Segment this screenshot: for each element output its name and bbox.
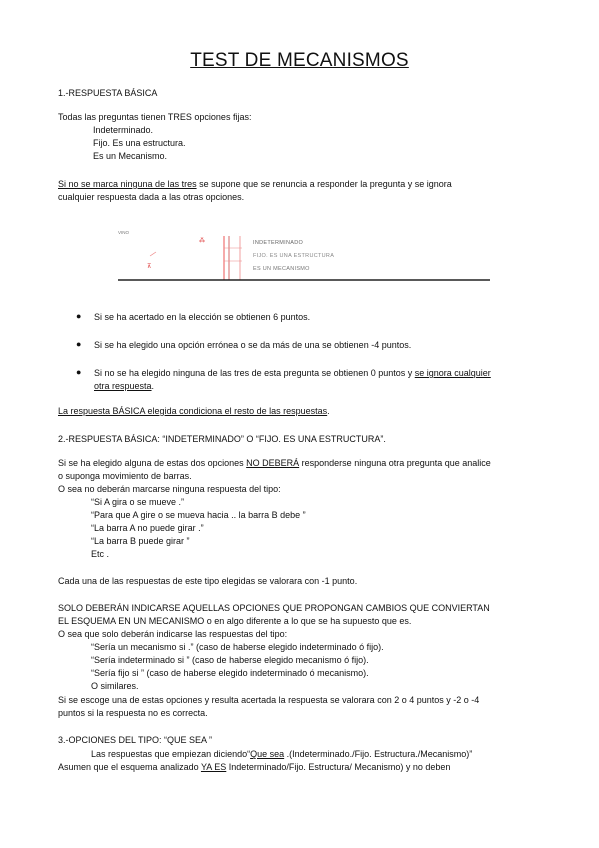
bullet-text-3: Si no se ha elegido ninguna de las tres de esta pregunta se obtienen 0 puntos y (94, 368, 415, 378)
option-indeterminado: Indeterminado. (93, 125, 154, 135)
section-2-paragraph-2: O sea no deberán marcarse ninguna respuesta del tipo: (58, 484, 281, 494)
s3-l1-start: Las respuestas que empiezan diciendo“ (91, 749, 251, 759)
pink-stroke (150, 252, 156, 256)
caps-line-2-end: o en algo diferente a lo que se ha supuesto que es. (204, 616, 412, 626)
diagram-corner-label: VINO (118, 230, 130, 235)
section-2-paragraph-5-line-1: Si se escoge una de estas opciones y resulta acertada la respuesta se valorara con 2 o 4 puntos y -2 o -4 (58, 695, 480, 705)
section-2-paragraph-1-line-2: o suponga movimiento de barras. (58, 471, 192, 481)
option-mecanismo: Es un Mecanismo. (93, 151, 168, 161)
example-5: Etc . (91, 549, 110, 559)
s3-l2-end: Indeterminado/Fijo. Estructura/ Mecanismo) y no deben (226, 762, 451, 772)
example-4: “La barra B puede girar ” (91, 536, 190, 546)
answer-form-svg (118, 228, 498, 288)
bullet-marker-2: ● (76, 339, 82, 349)
section-3-line-2 (58, 761, 450, 773)
bullet-marker-3: ● (76, 367, 82, 377)
conclusion-underlined: La respuesta BÁSICA elegida condiciona el resto de las respuestas (58, 406, 328, 416)
section-2-paragraph-4: O sea que solo deberán indicarse las respuestas del tipo: (58, 629, 288, 639)
section-1-intro: Todas las preguntas tienen TRES opciones fijas: (58, 112, 252, 122)
section-1-heading: 1.-RESPUESTA BÁSICA (58, 88, 158, 98)
s3-l1-underlined: Que sea (250, 749, 285, 759)
diagram-option-3: ES UN MECANISMO (253, 266, 310, 272)
caps-line-1: SOLO DEBERÁN INDICARSE AQUELLAS OPCIONES QUE PROPONGAN CAMBIOS QUE CONVIERTAN (58, 603, 490, 613)
pink-mark-bottom: ⊼ (147, 264, 152, 270)
conclusion-end: . (327, 406, 330, 416)
valid-example-3: “Sería fijo si ” (caso de haberse elegido indeterminado ó mecanismo). (91, 668, 369, 678)
section-3-line-1 (91, 748, 472, 760)
p1-end: responderse ninguna otra pregunta que analice (299, 458, 491, 468)
valid-example-4: O similares. (91, 681, 139, 691)
section-2-paragraph-3: Cada una de las respuestas de este tipo elegidas se valorara con -1 punto. (58, 576, 358, 586)
pink-mark-top: ⁂ (199, 238, 205, 244)
p1-underlined: NO DEBERÁ (246, 458, 300, 468)
bullet-text-1: Si se ha acertado en la elección se obtienen 6 puntos. (94, 312, 311, 322)
section-1-conclusion (58, 405, 330, 417)
example-2: “Para que A gire o se mueva hacia .. la barra B debe ” (91, 510, 306, 520)
section-3-heading: 3.-OPCIONES DEL TIPO: “QUE SEA ” (58, 735, 213, 745)
valid-example-2: “Sería indeterminado si ” (caso de haberse elegido mecanismo ó fijo). (91, 655, 369, 665)
bullet-text-3-line-2-underlined: otra respuesta (94, 381, 152, 391)
p1-start: Si se ha elegido alguna de estas dos opciones (58, 458, 247, 468)
caps-line-2-start: EL ESQUEMA EN UN MECANISMO (58, 616, 205, 626)
valid-example-1: “Sería un mecanismo si .” (caso de haberse elegido indeterminado ó fijo). (91, 642, 384, 652)
rule-rest: se supone que se renuncia a responder la pregunta y se ignora (196, 179, 452, 189)
document-title: TEST DE MECANISMOS (190, 50, 409, 71)
example-3: “La barra A no puede girar .” (91, 523, 204, 533)
section-2-heading: 2.-RESPUESTA BÁSICA: “INDETERMINADO” O “FIJO. ES UNA ESTRUCTURA”. (58, 434, 386, 444)
answer-form-diagram (118, 228, 498, 288)
s3-l1-end: .(Indeterminado./Fijo. Estructura./Mecanismo)” (284, 749, 473, 759)
bullet-text-3-underlined: se ignora cualquier (414, 368, 491, 378)
s3-l2-start: Asumen que el esquema analizado (58, 762, 201, 772)
rule-line-2: cualquier respuesta dada a las otras opciones. (58, 192, 245, 202)
bullet-marker-1: ● (76, 311, 82, 321)
s3-l2-underlined: YA ES (200, 762, 227, 772)
example-1: “Si A gira o se mueve .” (91, 497, 185, 507)
diagram-option-2: FIJO. ES UNA ESTRUCTURA (253, 253, 335, 259)
bullet-text-3-line-1 (94, 367, 491, 379)
section-2-paragraph-1 (58, 457, 491, 469)
rule-line-1 (58, 178, 452, 190)
diagram-option-1: INDETERMINADO (253, 240, 304, 246)
bullet-text-3-line-2 (94, 380, 154, 392)
section-2-paragraph-5-line-2: puntos si la respuesta no es correcta. (58, 708, 208, 718)
bullet-text-3-line-2-rest: . (151, 381, 155, 391)
caps-line-2 (58, 615, 411, 627)
rule-underlined: Si no se marca ninguna de las tres (58, 179, 197, 189)
bullet-text-2: Si se ha elegido una opción errónea o se da más de una se obtienen -4 puntos. (94, 340, 412, 350)
option-fijo: Fijo. Es una estructura. (93, 138, 186, 148)
